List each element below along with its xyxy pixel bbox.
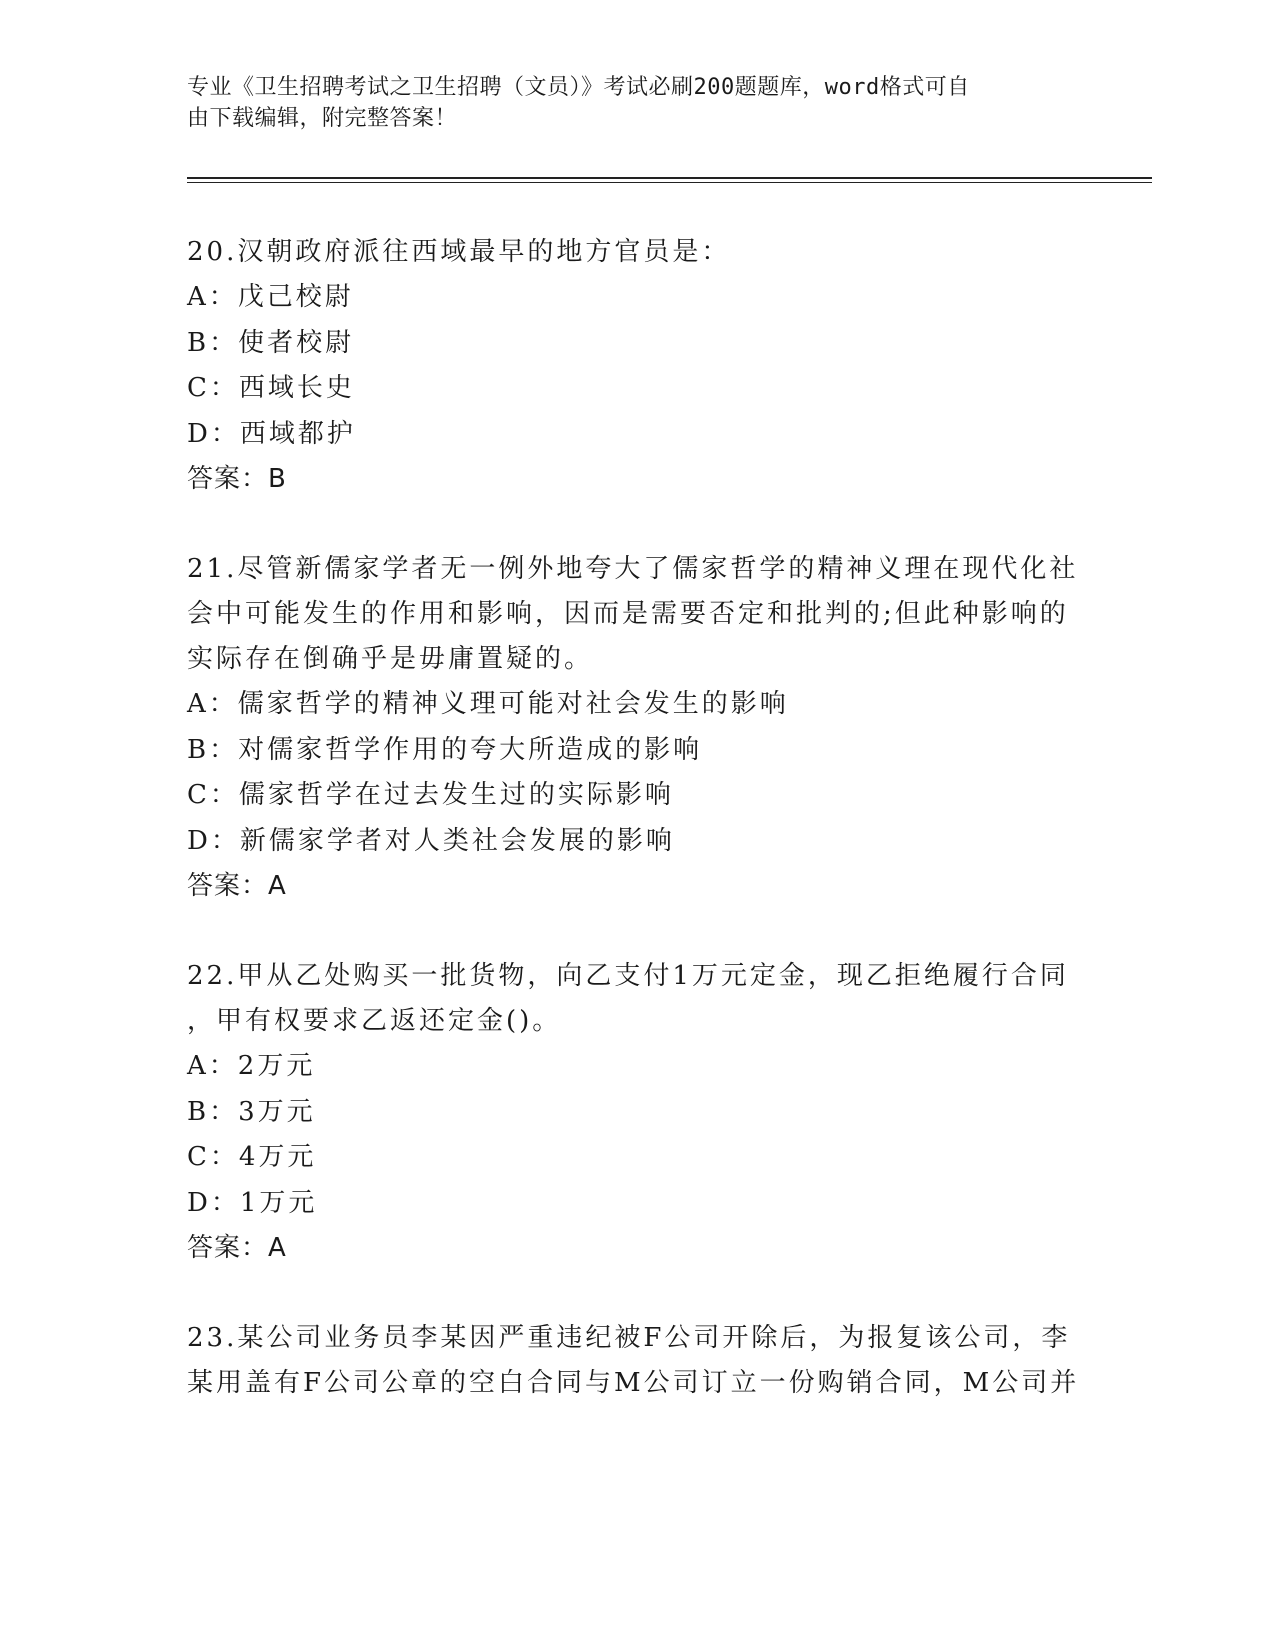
answer-line: 答案：A xyxy=(187,1233,287,1263)
question-stem: 20.汉朝政府派往西域最早的地方官员是： xyxy=(187,237,731,267)
option-c: C：儒家哲学在过去发生过的实际影响 xyxy=(187,780,674,810)
header-divider-thick xyxy=(187,177,1152,179)
question-stem: 21.尽管新儒家学者无一例外地夸大了儒家哲学的精神义理在现代化社 xyxy=(187,554,1079,584)
option-c: C：4万元 xyxy=(187,1142,317,1172)
option-b: B：3万元 xyxy=(187,1096,316,1127)
document-header xyxy=(187,72,1077,134)
question-stem: 23.某公司业务员李某因严重违纪被F公司开除后，为报复该公司，李 xyxy=(187,1323,1071,1353)
answer-line: 答案：A xyxy=(187,871,287,901)
header-divider-thin xyxy=(187,182,1152,183)
option-a: A：儒家哲学的精神义理可能对社会发生的影响 xyxy=(187,689,789,719)
question-stem: 某用盖有F公司公章的空白合同与M公司订立一份购销合同，M公司并 xyxy=(187,1368,1080,1398)
option-b: B：使者校尉 xyxy=(187,327,355,358)
option-a: A：2万元 xyxy=(187,1051,316,1081)
option-b: B：对儒家哲学作用的夸大所造成的影响 xyxy=(187,734,703,765)
option-a: A：戊己校尉 xyxy=(187,282,354,312)
question-stem: 22.甲从乙处购买一批货物，向乙支付1万元定金，现乙拒绝履行合同 xyxy=(187,961,1069,991)
option-d: D：西域都护 xyxy=(187,418,356,449)
header-line: 由下载编辑，附完整答案！ xyxy=(187,106,458,131)
option-d: D：1万元 xyxy=(187,1187,318,1218)
question-stem: 实际存在倒确乎是毋庸置疑的。 xyxy=(187,644,594,674)
option-c: C：西域长史 xyxy=(187,373,355,403)
question-list xyxy=(187,230,1087,1406)
question-item xyxy=(187,954,1087,1271)
option-d: D：新儒家学者对人类社会发展的影响 xyxy=(187,825,675,856)
question-stem: 会中可能发生的作用和影响，因而是需要否定和批判的;但此种影响的 xyxy=(187,599,1069,629)
header-line: 专业《卫生招聘考试之卫生招聘（文员）》考试必刷200题题库，word格式可自 xyxy=(187,75,970,100)
answer-line: 答案：B xyxy=(187,464,287,494)
question-item xyxy=(187,230,1087,502)
question-item xyxy=(187,547,1087,909)
question-item xyxy=(187,1316,1087,1406)
question-stem: ，甲有权要求乙返还定金()。 xyxy=(187,1006,562,1036)
